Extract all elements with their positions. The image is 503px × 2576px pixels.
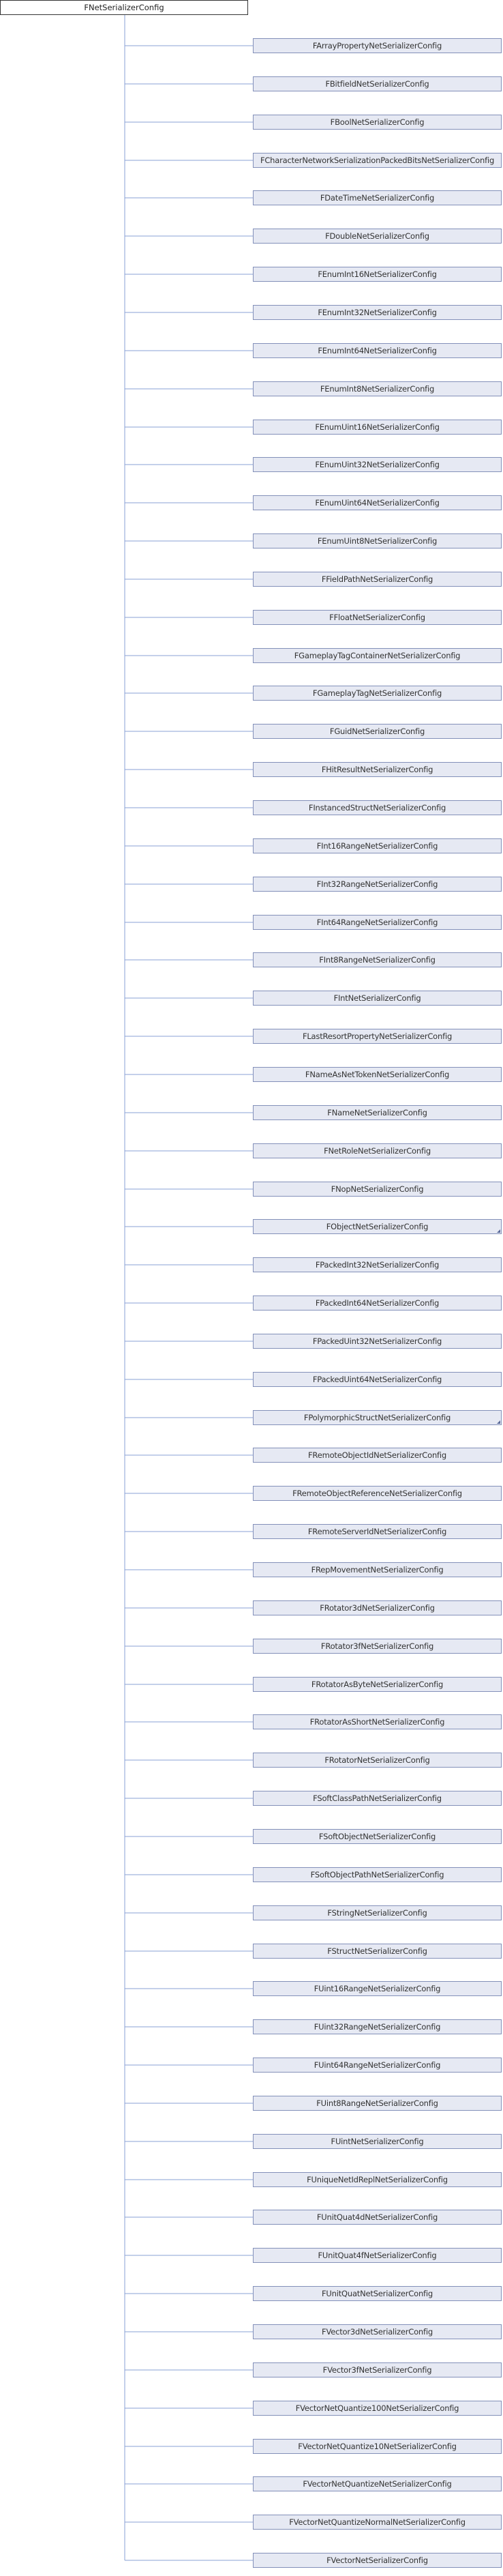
derived-class-box[interactable] — [253, 1600, 502, 1615]
derived-class-label: FBitfieldNetSerializerConfig — [325, 79, 429, 89]
derived-class-label: FSoftClassPathNetSerializerConfig — [313, 1794, 442, 1803]
derived-class-label: FDateTimeNetSerializerConfig — [320, 193, 435, 203]
derived-class-label: FUint32RangeNetSerializerConfig — [314, 2022, 441, 2032]
derived-class-label: FFloatNetSerializerConfig — [329, 613, 425, 622]
derived-class-label: FStructNetSerializerConfig — [327, 1946, 427, 1956]
derived-class-label: FUnitQuat4dNetSerializerConfig — [316, 2212, 438, 2222]
derived-class-box[interactable] — [253, 1219, 502, 1234]
derived-class-label: FNameAsNetTokenNetSerializerConfig — [305, 1070, 450, 1079]
derived-class-label: FInstancedStructNetSerializerConfig — [308, 803, 446, 813]
derived-class-label: FEnumInt8NetSerializerConfig — [320, 384, 435, 394]
derived-class-box[interactable] — [253, 1981, 502, 1996]
derived-class-box[interactable] — [253, 610, 502, 625]
derived-class-label: FLastResortPropertyNetSerializerConfig — [302, 1031, 453, 1041]
derived-class-label: FCharacterNetworkSerializationPackedBitsNetSerializerConfig — [260, 156, 495, 165]
derived-class-label: FVectorNetSerializerConfig — [326, 2556, 428, 2565]
derived-class-label: FHitResultNetSerializerConfig — [321, 765, 433, 774]
derived-class-box[interactable] — [253, 1486, 502, 1501]
derived-class-box[interactable] — [253, 2476, 502, 2491]
derived-class-box[interactable] — [253, 1105, 502, 1120]
derived-class-label: FUint16RangeNetSerializerConfig — [314, 1984, 441, 1993]
derived-class-label: FRotator3fNetSerializerConfig — [320, 1641, 434, 1651]
derived-class-label: FRotatorAsShortNetSerializerConfig — [309, 1717, 445, 1727]
derived-class-label: FGuidNetSerializerConfig — [329, 727, 425, 736]
derived-class-label: FFieldPathNetSerializerConfig — [321, 574, 433, 584]
derived-class-label: FSoftObjectPathNetSerializerConfig — [310, 1870, 444, 1879]
derived-class-label: FVectorNetQuantize10NetSerializerConfig — [298, 2442, 457, 2451]
derived-class-label: FNameNetSerializerConfig — [327, 1108, 427, 1117]
derived-class-box[interactable] — [253, 2134, 502, 2149]
derived-class-box[interactable] — [253, 1867, 502, 1882]
derived-class-label: FRepMovementNetSerializerConfig — [311, 1565, 444, 1575]
root-class-box[interactable] — [0, 0, 248, 15]
derived-class-box[interactable] — [253, 877, 502, 892]
derived-class-box[interactable] — [253, 2210, 502, 2225]
derived-class-box[interactable] — [253, 1714, 502, 1729]
derived-class-box[interactable] — [253, 305, 502, 320]
derived-class-box[interactable] — [253, 1143, 502, 1158]
derived-class-box[interactable] — [253, 267, 502, 282]
derived-class-label: FInt8RangeNetSerializerConfig — [319, 955, 436, 965]
derived-class-box[interactable] — [253, 2058, 502, 2073]
derived-class-label: FPackedInt32NetSerializerConfig — [315, 1260, 440, 1270]
derived-class-box[interactable] — [253, 1639, 502, 1654]
derived-class-label: FNopNetSerializerConfig — [331, 1184, 424, 1194]
more-descendants-icon — [497, 1229, 500, 1233]
more-descendants-icon — [497, 1420, 500, 1424]
derived-class-box[interactable] — [253, 1677, 502, 1692]
derived-class-box[interactable] — [253, 76, 502, 91]
derived-class-label: FEnumUint16NetSerializerConfig — [315, 422, 440, 432]
derived-class-box[interactable] — [253, 2248, 502, 2263]
derived-class-label: FPackedUint64NetSerializerConfig — [312, 1375, 442, 1384]
derived-class-box[interactable] — [253, 2096, 502, 2111]
derived-class-label: FEnumInt64NetSerializerConfig — [318, 346, 437, 355]
derived-class-box[interactable] — [253, 1448, 502, 1463]
derived-class-box[interactable] — [253, 343, 502, 358]
derived-class-label: FVectorNetQuantizeNormalNetSerializerConfig — [289, 2517, 466, 2527]
derived-class-box[interactable] — [253, 2515, 502, 2530]
derived-class-label: FRemoteObjectIdNetSerializerConfig — [308, 1450, 446, 1460]
derived-class-box[interactable] — [253, 2362, 502, 2377]
derived-class-label: FObjectNetSerializerConfig — [326, 1222, 429, 1231]
derived-class-box[interactable] — [253, 1334, 502, 1349]
derived-class-label: FUint64RangeNetSerializerConfig — [314, 2060, 441, 2070]
derived-class-box[interactable] — [253, 724, 502, 739]
derived-class-box[interactable] — [253, 1829, 502, 1844]
derived-class-label: FRotatorNetSerializerConfig — [324, 1755, 430, 1765]
derived-class-box[interactable] — [253, 686, 502, 701]
derived-class-box[interactable] — [253, 572, 502, 587]
derived-class-label: FIntNetSerializerConfig — [333, 993, 421, 1003]
derived-class-label: FEnumInt16NetSerializerConfig — [318, 269, 437, 279]
derived-class-label: FSoftObjectNetSerializerConfig — [318, 1832, 436, 1841]
derived-class-box[interactable] — [253, 2553, 502, 2568]
derived-class-box[interactable] — [253, 1524, 502, 1539]
derived-class-label: FGameplayTagContainerNetSerializerConfig — [294, 651, 461, 660]
derived-class-label: FInt16RangeNetSerializerConfig — [316, 841, 438, 851]
derived-class-label: FEnumUint32NetSerializerConfig — [315, 460, 440, 469]
derived-class-box[interactable] — [253, 1067, 502, 1082]
derived-class-label: FDoubleNetSerializerConfig — [325, 231, 429, 241]
derived-class-box[interactable] — [253, 420, 502, 435]
derived-class-label: FPolymorphicStructNetSerializerConfig — [303, 1413, 451, 1422]
derived-class-box[interactable] — [253, 1753, 502, 1768]
derived-class-box[interactable] — [253, 1296, 502, 1311]
derived-class-box[interactable] — [253, 1257, 502, 1272]
derived-class-box[interactable] — [253, 991, 502, 1006]
derived-class-label: FEnumUint64NetSerializerConfig — [315, 498, 440, 508]
derived-class-label: FPackedUint32NetSerializerConfig — [312, 1336, 442, 1346]
derived-class-label: FStringNetSerializerConfig — [327, 1908, 427, 1918]
derived-class-box[interactable] — [253, 533, 502, 548]
derived-class-label: FBoolNetSerializerConfig — [330, 117, 425, 127]
derived-class-label: FInt64RangeNetSerializerConfig — [316, 918, 438, 927]
derived-class-box[interactable] — [253, 952, 502, 967]
derived-class-box[interactable] — [253, 2019, 502, 2034]
derived-class-label: FGameplayTagNetSerializerConfig — [312, 688, 442, 698]
derived-class-box[interactable] — [253, 1905, 502, 1920]
derived-class-box[interactable] — [253, 115, 502, 130]
derived-class-label: FRotatorAsByteNetSerializerConfig — [311, 1680, 444, 1689]
derived-class-label: FVectorNetQuantize100NetSerializerConfig — [295, 2403, 459, 2413]
derived-class-label: FUnitQuat4fNetSerializerConfig — [318, 2251, 437, 2260]
derived-class-label: FUniqueNetIdReplNetSerializerConfig — [307, 2175, 448, 2184]
derived-class-label: FInt32RangeNetSerializerConfig — [316, 879, 438, 889]
derived-class-box[interactable] — [253, 1791, 502, 1806]
derived-class-box[interactable] — [253, 2286, 502, 2301]
derived-class-label: FUnitQuatNetSerializerConfig — [322, 2289, 433, 2298]
derived-class-box[interactable] — [253, 38, 502, 53]
derived-class-box[interactable] — [253, 1029, 502, 1044]
derived-class-label: FVector3dNetSerializerConfig — [322, 2327, 433, 2337]
derived-class-box[interactable] — [253, 1944, 502, 1959]
derived-class-box[interactable] — [253, 1372, 502, 1387]
derived-class-box[interactable] — [253, 838, 502, 853]
derived-class-label: FPackedInt64NetSerializerConfig — [315, 1298, 440, 1308]
derived-class-box[interactable] — [253, 648, 502, 663]
derived-class-label: FVectorNetQuantizeNetSerializerConfig — [303, 2479, 452, 2489]
derived-class-box[interactable] — [253, 2324, 502, 2339]
derived-class-label: FVector3fNetSerializerConfig — [322, 2365, 432, 2375]
derived-class-label: FArrayPropertyNetSerializerConfig — [312, 41, 442, 50]
derived-class-label: FEnumInt32NetSerializerConfig — [318, 308, 437, 317]
derived-class-box[interactable] — [253, 1182, 502, 1197]
derived-class-box[interactable] — [253, 2401, 502, 2416]
derived-class-box[interactable] — [253, 915, 502, 930]
derived-class-label: FRotator3dNetSerializerConfig — [320, 1603, 435, 1613]
derived-class-label: FUint8RangeNetSerializerConfig — [316, 2098, 438, 2108]
derived-class-box[interactable] — [253, 457, 502, 472]
derived-class-label: FUintNetSerializerConfig — [331, 2137, 424, 2146]
derived-class-box[interactable] — [253, 229, 502, 244]
derived-class-box[interactable] — [253, 153, 502, 168]
derived-class-box[interactable] — [253, 762, 502, 777]
derived-class-box[interactable] — [253, 381, 502, 396]
derived-class-label: FNetRoleNetSerializerConfig — [324, 1146, 431, 1156]
derived-class-box[interactable] — [253, 495, 502, 510]
derived-class-box[interactable] — [253, 1562, 502, 1577]
derived-class-box[interactable] — [253, 2439, 502, 2454]
derived-class-label: FEnumUint8NetSerializerConfig — [317, 536, 438, 546]
derived-class-box[interactable] — [253, 1410, 502, 1425]
derived-class-label: FRemoteServerIdNetSerializerConfig — [307, 1527, 447, 1536]
derived-class-box[interactable] — [253, 2172, 502, 2187]
derived-class-box[interactable] — [253, 800, 502, 815]
derived-class-label: FRemoteObjectReferenceNetSerializerConfig — [292, 1489, 462, 1498]
derived-class-box[interactable] — [253, 190, 502, 205]
root-class-label: FNetSerializerConfig — [84, 3, 164, 12]
